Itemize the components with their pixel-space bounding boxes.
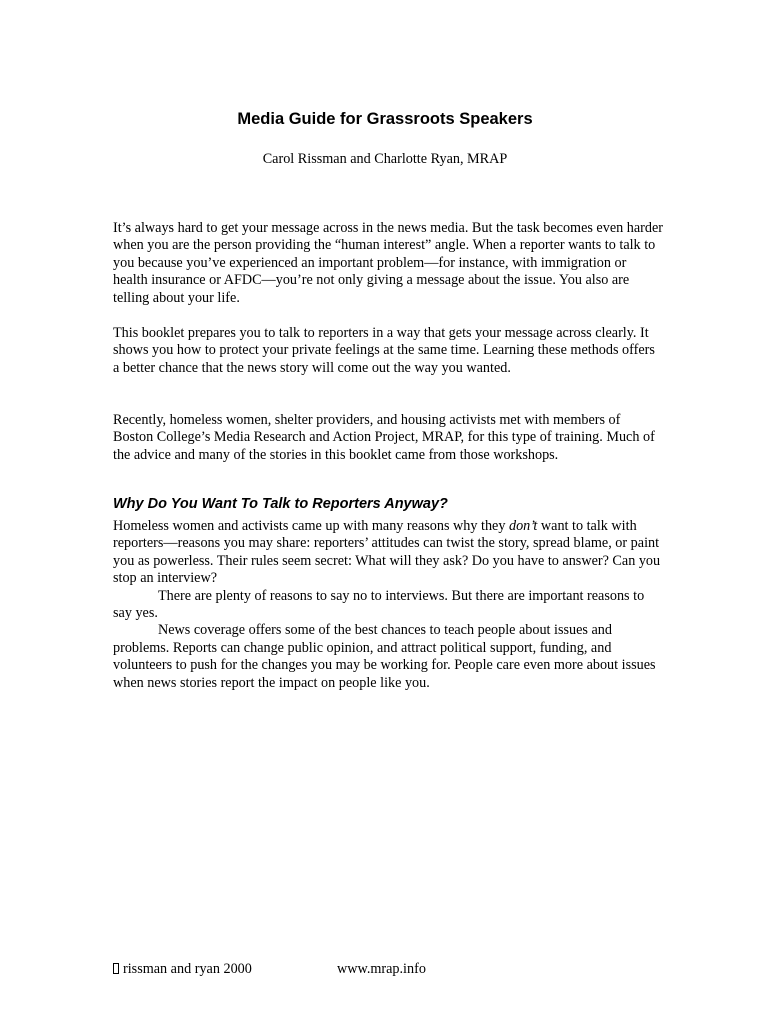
reasons-text-end: want to talk with reporters—reasons you may share: reporters’ attitudes can twist the story, spread blame, or paint you as powerless. Their rules seem secret: What will they ask? Do you have to answer? Can you stop an interview? [113, 518, 661, 587]
document-authors: Carol Rissman and Charlotte Ryan, MRAP [262, 151, 508, 167]
news-coverage-text: News coverage offers some of the best chances to teach people about issues and problems. Reports can change public opinion, and attract political support, funding, and volunteers to push for the changes you may be working for. People care even more about issues when news stories report the impact on people like you. [113, 622, 656, 691]
intro-paragraph: It’s always hard to get your message across in the news media. But the task becomes even harder when you are the person providing the “human interest” angle. When a reporter wants to talk to you because you’ve experienced an important problem—for instance, with immigration or health insurance or AFDC—you’re not only giving a message about the issue. You also are telling about your life. [113, 220, 663, 306]
reasons-paragraph [113, 518, 663, 588]
section-heading: Why Do You Want To Talk to Reporters Anyway? [113, 496, 448, 512]
footer-url: www.mrap.info [337, 961, 426, 977]
section-body [113, 518, 663, 692]
document-title: Media Guide for Grassroots Speakers [237, 110, 533, 128]
reasons-emphasis: don’t [508, 518, 538, 534]
reasons-text-start: Homeless women and activists came up with many reasons why they [113, 518, 509, 534]
news-coverage-paragraph [113, 622, 663, 692]
copyright-icon [113, 963, 119, 974]
training-background-paragraph: Recently, homeless women, shelter providers, and housing activists met with members of Boston College’s Media Research and Action Project, MRAP, for this type of training. Much of the advice and many of the stories in this booklet came from those workshops. [113, 412, 655, 463]
say-yes-paragraph [113, 588, 663, 623]
say-yes-text: There are plenty of reasons to say no to interviews. But there are important reasons to say yes. [113, 587, 645, 622]
footer-copyright-text: rissman and ryan 2000 [123, 961, 252, 977]
booklet-purpose-paragraph: This booklet prepares you to talk to reporters in a way that gets your message across clearly. It shows you how to protect your private feelings at the same time. Learning these methods offers a better chance that the news story will come out the way you wanted. [113, 325, 655, 376]
footer-copyright [113, 960, 252, 978]
